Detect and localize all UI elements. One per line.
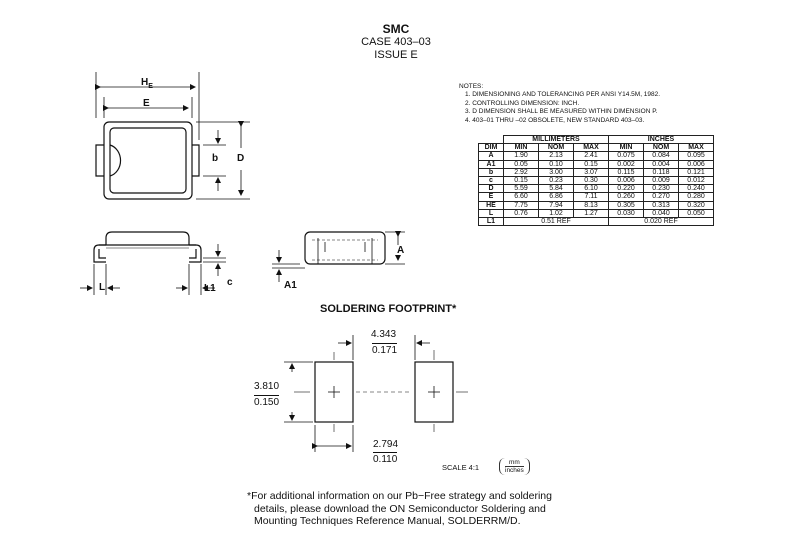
table-cell: 0.260 <box>609 193 644 201</box>
note-item: 2. CONTROLLING DIMENSION: INCH. <box>465 99 580 107</box>
package-title: SMC <box>382 22 410 36</box>
table-cell: 1.27 <box>574 209 609 217</box>
table-cell: 0.10 <box>539 160 574 168</box>
col-nom: NOM <box>539 144 574 152</box>
gap-in: 0.171 <box>372 345 398 356</box>
table-cell: 5.59 <box>504 185 539 193</box>
table-cell: 7.75 <box>504 201 539 209</box>
table-cell: 0.280 <box>679 193 714 201</box>
notes-heading: NOTES: <box>459 83 484 90</box>
table-cell: A <box>479 152 504 160</box>
note-item: 3. D DIMENSION SHALL BE MEASURED WITHIN DIMENSION P. <box>465 108 658 116</box>
table-cell: 0.305 <box>609 201 644 209</box>
top-view-body <box>104 122 192 199</box>
issue-label: ISSUE E <box>374 49 418 61</box>
width-in: 0.110 <box>373 454 398 465</box>
cathode-notch <box>110 145 121 176</box>
height-mm: 3.810 <box>254 381 280 392</box>
footprint-heading: SOLDERING FOOTPRINT* <box>320 303 457 315</box>
table-cell: 0.118 <box>644 168 679 176</box>
width-mm: 2.794 <box>373 439 399 450</box>
table-cell: 0.040 <box>644 209 679 217</box>
units-legend <box>499 458 530 475</box>
table-cell: 0.15 <box>574 160 609 168</box>
table-cell: 0.76 <box>504 209 539 217</box>
dim-label-e: E <box>143 98 150 109</box>
table-cell: L <box>479 209 504 217</box>
left-lead <box>96 145 104 176</box>
table-cell: 0.002 <box>609 160 644 168</box>
scale-label: SCALE 4:1 <box>442 463 480 472</box>
table-cell: 0.095 <box>679 152 714 160</box>
table-cell: 0.51 REF <box>504 218 609 226</box>
table-cell: 2.13 <box>539 152 574 160</box>
table-cell: 0.004 <box>644 160 679 168</box>
table-cell: A1 <box>479 160 504 168</box>
col-max: MAX <box>679 144 714 152</box>
footnote-line: *For additional information on our Pb−Free strategy and soldering <box>247 490 552 502</box>
units-top: mm <box>505 459 524 467</box>
col-max: MAX <box>574 144 609 152</box>
side-view-left-lead <box>94 245 106 262</box>
table-cell: 8.13 <box>574 201 609 209</box>
col-min: MIN <box>504 144 539 152</box>
table-cell: 0.23 <box>539 177 574 185</box>
table-cell: 0.121 <box>679 168 714 176</box>
note-item: 4. 403–01 THRU –02 OBSOLETE, NEW STANDARD 403–03. <box>465 116 645 124</box>
table-cell: 5.84 <box>539 185 574 193</box>
dim-label-l: L <box>99 282 106 293</box>
col-min: MIN <box>609 144 644 152</box>
table-cell: E <box>479 193 504 201</box>
table-cell: HE <box>479 201 504 209</box>
table-cell: 6.10 <box>574 185 609 193</box>
table-cell: c <box>479 177 504 185</box>
table-cell: 0.006 <box>609 177 644 185</box>
table-cell: 2.92 <box>504 168 539 176</box>
dim-label-a: A <box>397 245 405 256</box>
table-cell: 0.15 <box>504 177 539 185</box>
side-view-body <box>106 232 189 245</box>
table-cell: 0.30 <box>574 177 609 185</box>
table-cell: 6.86 <box>539 193 574 201</box>
table-cell: 0.030 <box>609 209 644 217</box>
table-cell: 0.05 <box>504 160 539 168</box>
table-cell: 0.006 <box>679 160 714 168</box>
top-view-inner <box>110 128 186 193</box>
table-cell: 0.320 <box>679 201 714 209</box>
table-cell: 1.90 <box>504 152 539 160</box>
table-cell: D <box>479 185 504 193</box>
units-bottom: inches <box>505 467 524 474</box>
table-cell: 0.009 <box>644 177 679 185</box>
table-cell: 1.02 <box>539 209 574 217</box>
right-lead <box>192 145 199 176</box>
end-view-body <box>305 232 385 264</box>
table-cell: 3.07 <box>574 168 609 176</box>
side-view-right-lead <box>189 245 201 262</box>
table-cell: 0.115 <box>609 168 644 176</box>
dim-label-he: $H_E$ <box>141 77 153 90</box>
dim-label-a1: A1 <box>284 280 297 291</box>
table-cell: 7.11 <box>574 193 609 201</box>
note-item: 1. DIMENSIONING AND TOLERANCING PER ANSI Y14.5M, 1982. <box>465 91 661 99</box>
group-inches: INCHES <box>609 136 714 144</box>
table-cell: 0.313 <box>644 201 679 209</box>
dim-label-l1: L1 <box>204 283 216 294</box>
table-cell: 0.220 <box>609 185 644 193</box>
dim-label-c: c <box>227 277 233 288</box>
footnote <box>247 490 552 528</box>
gap-mm: 4.343 <box>371 329 397 340</box>
dim-label-d: D <box>237 153 245 164</box>
table-cell: 2.41 <box>574 152 609 160</box>
table-cell: 6.60 <box>504 193 539 201</box>
table-cell: 0.020 REF <box>609 218 714 226</box>
table-cell: 0.075 <box>609 152 644 160</box>
table-cell: L1 <box>479 218 504 226</box>
table-cell: 3.00 <box>539 168 574 176</box>
col-dim: DIM <box>479 144 504 152</box>
table-cell: 0.084 <box>644 152 679 160</box>
table-cell: 0.230 <box>644 185 679 193</box>
table-cell: 0.270 <box>644 193 679 201</box>
footnote-line: Mounting Techniques Reference Manual, SOLDERRM/D. <box>254 515 521 527</box>
table-cell: 0.012 <box>679 177 714 185</box>
dim-label-b: b <box>212 153 219 164</box>
table-cell: 0.240 <box>679 185 714 193</box>
footnote-line: details, please download the ON Semiconductor Soldering and <box>254 502 546 515</box>
table-cell: 0.050 <box>679 209 714 217</box>
height-in: 0.150 <box>254 397 280 408</box>
col-nom: NOM <box>644 144 679 152</box>
group-millimeters: MILLIMETERS <box>504 136 609 144</box>
case-number: CASE 403–03 <box>361 36 431 48</box>
table-cell: b <box>479 168 504 176</box>
table-cell: 7.94 <box>539 201 574 209</box>
